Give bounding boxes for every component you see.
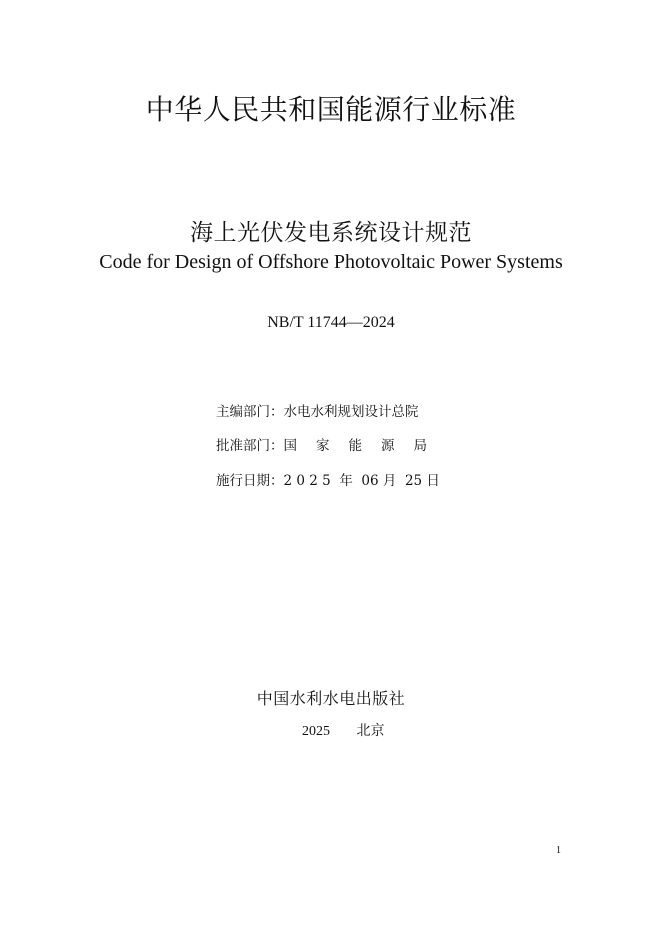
approving-department-row [216, 434, 446, 454]
code-title-english: Code for Design of Offshore Photovoltaic Power Systems [99, 251, 563, 273]
publication-info [302, 720, 384, 740]
publisher-name: 中国水利水电出版社 [256, 689, 406, 708]
approving-department-label: 批准部门： [216, 438, 284, 454]
effective-date-label: 施行日期： [216, 473, 284, 489]
publication-city: 北京 [356, 723, 385, 739]
approving-department-value: 国家能源局 [283, 438, 446, 454]
standard-number: NB/T 11744—2024 [267, 314, 395, 331]
effective-date-row [216, 469, 440, 489]
editor-department-value: 水电水利规划设计总院 [283, 404, 419, 420]
editor-department-row [216, 400, 419, 420]
effective-date-value: 2 0 2 5 年 06 月 25 日 [283, 473, 440, 489]
industry-standard-title: 中华人民共和国能源行业标准 [145, 93, 517, 126]
publication-year: 2025 [302, 724, 330, 739]
page-number: 1 [556, 845, 561, 856]
code-title-chinese: 海上光伏发电系统设计规范 [190, 220, 472, 246]
editor-department-label: 主编部门： [216, 404, 284, 420]
